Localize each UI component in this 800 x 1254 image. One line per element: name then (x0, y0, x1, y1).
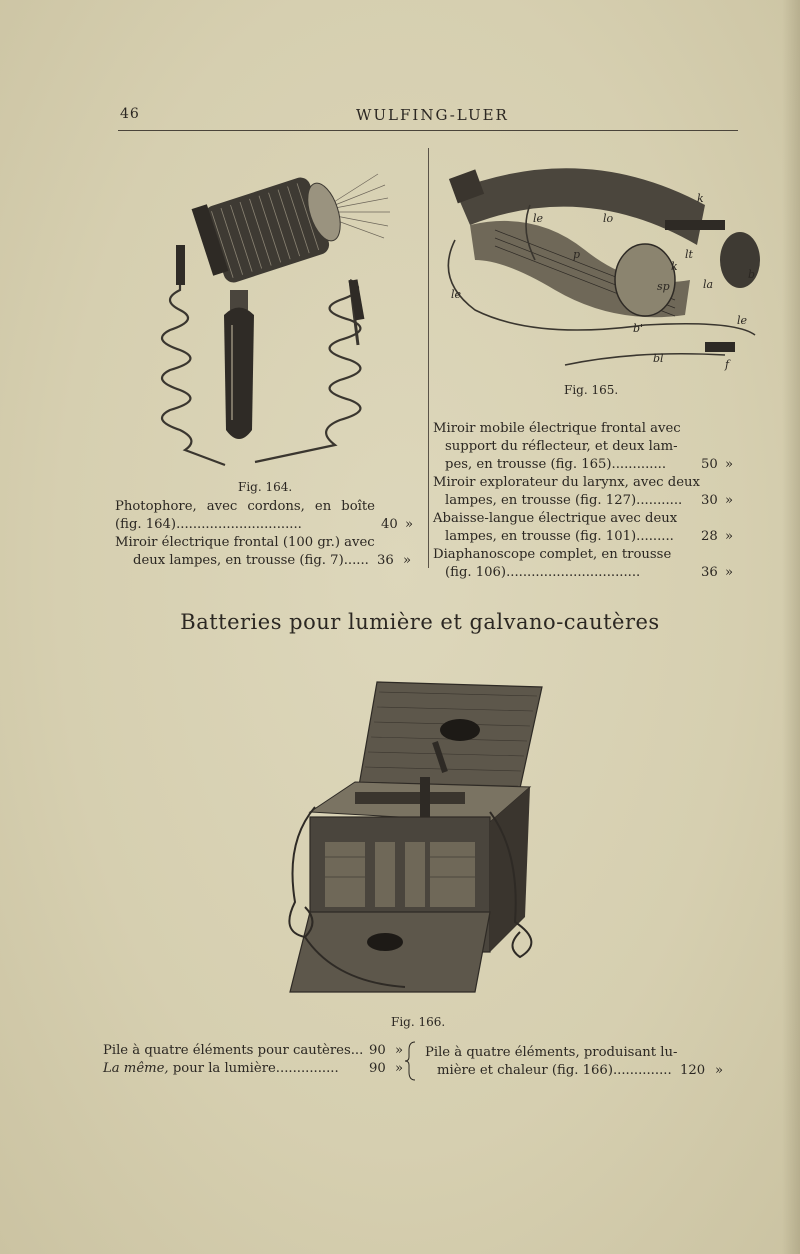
entry-mark: » (725, 565, 734, 580)
figure-caption: Fig. 165. (564, 383, 619, 397)
entry-line: Photophore, avec cordons, en boîte (115, 499, 375, 514)
figure-label: le (533, 212, 544, 225)
figure-label: le (451, 288, 462, 301)
figure-label: k (697, 192, 704, 205)
coiled-cords (162, 250, 360, 465)
figure-label: le (737, 314, 748, 327)
catalog-entry (115, 498, 414, 534)
entry-line: (fig. 106)................................ (445, 565, 641, 580)
entry-italic: La même, (103, 1061, 169, 1076)
entry-mark: » (405, 517, 414, 532)
entry-price: 30 (701, 493, 718, 508)
entry-price: 50 (701, 457, 718, 472)
cord-plug (176, 245, 185, 285)
header-rule (118, 130, 738, 131)
entry-price: 36 (701, 565, 718, 580)
entry-price: 90 (369, 1061, 386, 1076)
figure-caption: Fig. 164. (238, 480, 293, 494)
entry-line: Miroir mobile électrique frontal avec (433, 421, 681, 436)
battery-box-illustration (275, 662, 545, 1002)
page-number: 46 (120, 106, 140, 122)
head-mirror-illustration (435, 150, 765, 380)
catalog-entry (433, 510, 734, 546)
catalog-entry (433, 474, 734, 510)
running-title: WULFING-LUER (356, 106, 509, 124)
entry-line: lampes, en trousse (fig. 101)......... (445, 529, 674, 544)
entry-price: 28 (701, 529, 718, 544)
entry-line: Pile à quatre éléments pour cautères... (103, 1043, 364, 1058)
lamp-housing (192, 175, 347, 285)
entry-line: support du réflecteur, et deux lam- (445, 439, 678, 454)
catalog-entry (433, 546, 734, 582)
entry-line: (fig. 164).............................. (115, 517, 302, 532)
entry-line: Diaphanoscope complet, en trousse (433, 547, 672, 562)
entry-mark: » (395, 1043, 404, 1058)
lamp-handle (224, 290, 254, 439)
figure-label: bl (653, 352, 664, 365)
figure-label: la (703, 278, 714, 291)
catalog-entry (115, 534, 412, 570)
figure-caption: Fig. 166. (391, 1015, 446, 1029)
entry-mark: » (725, 529, 734, 544)
entry-mark: » (403, 553, 412, 568)
entry-line: pour la lumière............... (168, 1061, 339, 1076)
catalog-entry (433, 420, 734, 474)
figure-label: lt (685, 248, 693, 261)
entry-mark: » (395, 1061, 404, 1076)
figure-label: p (573, 248, 581, 261)
entry-price: 120 (680, 1063, 706, 1078)
brace (405, 1040, 419, 1082)
entry-mark: » (725, 457, 734, 472)
entry-price: 36 (377, 553, 394, 568)
figure-label: sp (657, 280, 670, 293)
figure-label: k (671, 260, 678, 273)
entry-line: Miroir électrique frontal (100 gr.) avec (115, 535, 375, 550)
entry-line: deux lampes, en trousse (fig. 7)...... (133, 553, 369, 568)
section-title: Batteries pour lumière et galvano-cautères (180, 610, 660, 634)
photophore-illustration (140, 150, 400, 480)
entry-line: Miroir explorateur du larynx, avec deux (433, 475, 700, 490)
catalog-entry (103, 1042, 404, 1060)
entry-price: 90 (369, 1043, 386, 1058)
entry-line: Abaisse-langue électrique avec deux (433, 511, 678, 526)
figure-label: lo (603, 212, 614, 225)
connector (705, 342, 735, 352)
entry-mark: » (725, 493, 734, 508)
entry-line: lampes, en trousse (fig. 127)........... (445, 493, 683, 508)
figure-label: b' (633, 322, 644, 335)
light-rays (334, 174, 390, 238)
entry-line: pes, en trousse (fig. 165)............. (445, 457, 667, 472)
entry-mark: » (715, 1063, 724, 1078)
catalog-entry (425, 1044, 724, 1080)
figure-label: b (748, 268, 756, 281)
column-divider (428, 148, 429, 568)
entry-line: mière et chaleur (fig. 166).............. (437, 1063, 672, 1078)
entry-line: Pile à quatre éléments, produisant lu- (425, 1045, 678, 1060)
figure-label: f (725, 358, 730, 371)
catalog-entry (103, 1060, 404, 1078)
box-front-flap (290, 912, 490, 992)
entry-price: 40 (381, 517, 398, 532)
